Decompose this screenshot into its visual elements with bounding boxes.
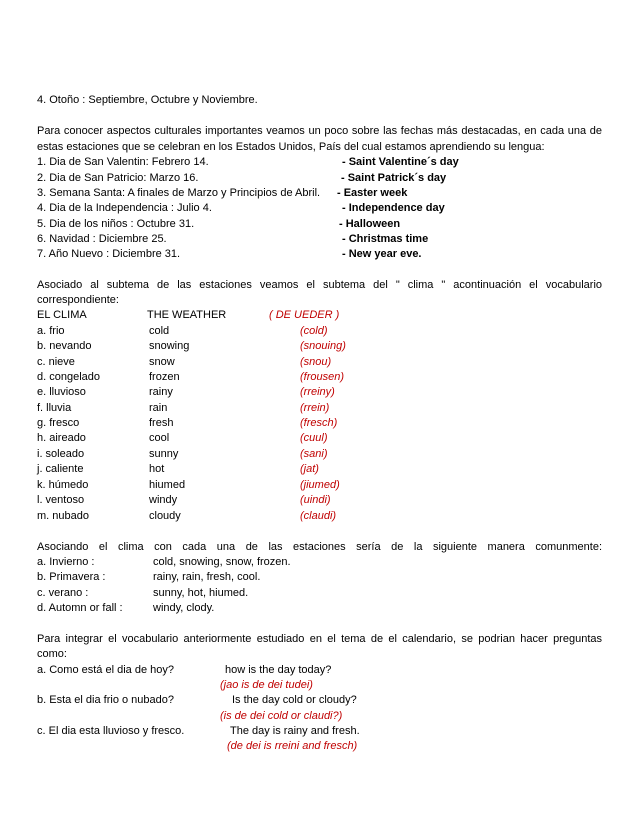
vocab-spanish: k. húmedo [37, 479, 89, 491]
intro-line-1: Para conocer aspectos culturales importantes veamos un poco sobre las fechas más destacadas, en cada una de [37, 125, 602, 137]
vocab-english: windy [149, 494, 178, 506]
holiday-english: - Independence day [342, 202, 445, 214]
vocab-spanish: h. aireado [37, 432, 86, 444]
question-pronunciation: (de dei is rreini and fresch) [227, 740, 358, 752]
vocab-pronunciation: (sani) [300, 448, 328, 460]
vocab-pronunciation: (jat) [300, 463, 319, 475]
vocab-english: rainy [149, 386, 173, 398]
vocab-pronunciation: (claudi) [300, 510, 337, 522]
holiday-spanish: 6. Navidad : Diciembre 25. [37, 233, 167, 245]
holiday-english: - New year eve. [342, 248, 422, 260]
holiday-spanish: 2. Dia de San Patricio: Marzo 16. [37, 172, 199, 184]
vocab-spanish: i. soleado [37, 448, 85, 460]
holiday-spanish: 7. Año Nuevo : Diciembre 31. [37, 248, 181, 260]
vocab-spanish: g. fresco [37, 417, 80, 429]
season-name: b. Primavera : [37, 571, 106, 583]
vocab-pronunciation: (cuul) [300, 432, 328, 444]
vocab-english: cloudy [149, 510, 181, 522]
season-name: c. verano : [37, 587, 89, 599]
weather-header-pronunciation: ( DE UEDER ) [269, 309, 340, 321]
vocab-english: cool [149, 432, 170, 444]
vocab-english: frozen [149, 371, 180, 383]
weather-intro-line-1: Asociado al subtema de las estaciones veamos el subtema del " clima " acontinuación el vocabulario [37, 279, 602, 291]
holiday-english: - Easter week [337, 187, 408, 199]
season-weather: rainy, rain, fresh, cool. [153, 571, 261, 583]
question-pronunciation: (jao is de dei tudei) [220, 679, 313, 691]
question-spanish: a. Como está el dia de hoy? [37, 664, 174, 676]
vocab-spanish: j. caliente [37, 463, 84, 475]
vocab-spanish: e. lluvioso [37, 386, 86, 398]
vocab-english: cold [149, 325, 170, 337]
question-pronunciation: (is de dei cold or claudi?) [220, 710, 343, 722]
vocab-pronunciation: (cold) [300, 325, 328, 337]
season-name: d. Automn or fall : [37, 602, 123, 614]
holiday-spanish: 1. Dia de San Valentin: Febrero 14. [37, 156, 209, 168]
question-english: The day is rainy and fresh. [230, 725, 360, 737]
vocab-pronunciation: (frousen) [300, 371, 345, 383]
weather-intro-line-2: correspondiente: [37, 294, 119, 306]
calendar-intro-line-1: Para integrar el vocabulario anteriormente estudiado en el tema de el calendario, se podrian hacer preguntas [37, 633, 602, 645]
holiday-english: - Halloween [339, 218, 401, 230]
vocab-pronunciation: (snou) [300, 356, 332, 368]
vocab-pronunciation: (fresch) [300, 417, 338, 429]
vocab-english: rain [149, 402, 168, 414]
vocab-pronunciation: (rreiny) [300, 386, 335, 398]
season-weather: windy, clody. [153, 602, 215, 614]
holiday-spanish: 5. Dia de los niños : Octubre 31. [37, 218, 195, 230]
calendar-intro-line-2: como: [37, 648, 67, 660]
vocab-spanish: d. congelado [37, 371, 100, 383]
vocab-spanish: c. nieve [37, 356, 75, 368]
vocab-spanish: f. lluvia [37, 402, 72, 414]
intro-line-2: estas estaciones que se celebran en los Estados Unidos, País del cual estamos aprendiendo su lengua: [37, 141, 545, 153]
season-name: a. Invierno : [37, 556, 95, 568]
season-weather: sunny, hot, hiumed. [153, 587, 249, 599]
autumn-line: 4. Otoño : Septiembre, Octubre y Noviembre. [37, 94, 258, 106]
vocab-pronunciation: (jiumed) [300, 479, 340, 491]
vocab-pronunciation: (rrein) [300, 402, 330, 414]
vocab-english: snow [149, 356, 175, 368]
vocab-english: hot [149, 463, 165, 475]
weather-header-english: THE WEATHER [147, 309, 227, 321]
question-english: Is the day cold or cloudy? [232, 694, 357, 706]
vocab-spanish: l. ventoso [37, 494, 85, 506]
holiday-spanish: 3. Semana Santa: A finales de Marzo y Principios de Abril. [37, 187, 321, 199]
question-spanish: b. Esta el dia frio o nubado? [37, 694, 174, 706]
vocab-english: hiumed [149, 479, 186, 491]
holiday-english: - Saint Patrick´s day [341, 172, 447, 184]
seasons-intro: Asociando el clima con cada una de las estaciones sería de la siguiente manera comunmente: [37, 541, 602, 553]
vocab-spanish: b. nevando [37, 340, 92, 352]
weather-header-spanish: EL CLIMA [37, 309, 87, 321]
vocab-pronunciation: (snouing) [300, 340, 346, 352]
vocab-english: fresh [149, 417, 174, 429]
vocab-english: sunny [149, 448, 179, 460]
vocab-spanish: m. nubado [37, 510, 89, 522]
holiday-spanish: 4. Dia de la Independencia : Julio 4. [37, 202, 212, 214]
holiday-english: - Saint Valentine´s day [342, 156, 459, 168]
vocab-spanish: a. frio [37, 325, 65, 337]
question-spanish: c. El dia esta lluvioso y fresco. [37, 725, 185, 737]
holiday-english: - Christmas time [342, 233, 429, 245]
question-english: how is the day today? [225, 664, 332, 676]
season-weather: cold, snowing, snow, frozen. [153, 556, 291, 568]
vocab-english: snowing [149, 340, 190, 352]
vocab-pronunciation: (uindi) [300, 494, 331, 506]
